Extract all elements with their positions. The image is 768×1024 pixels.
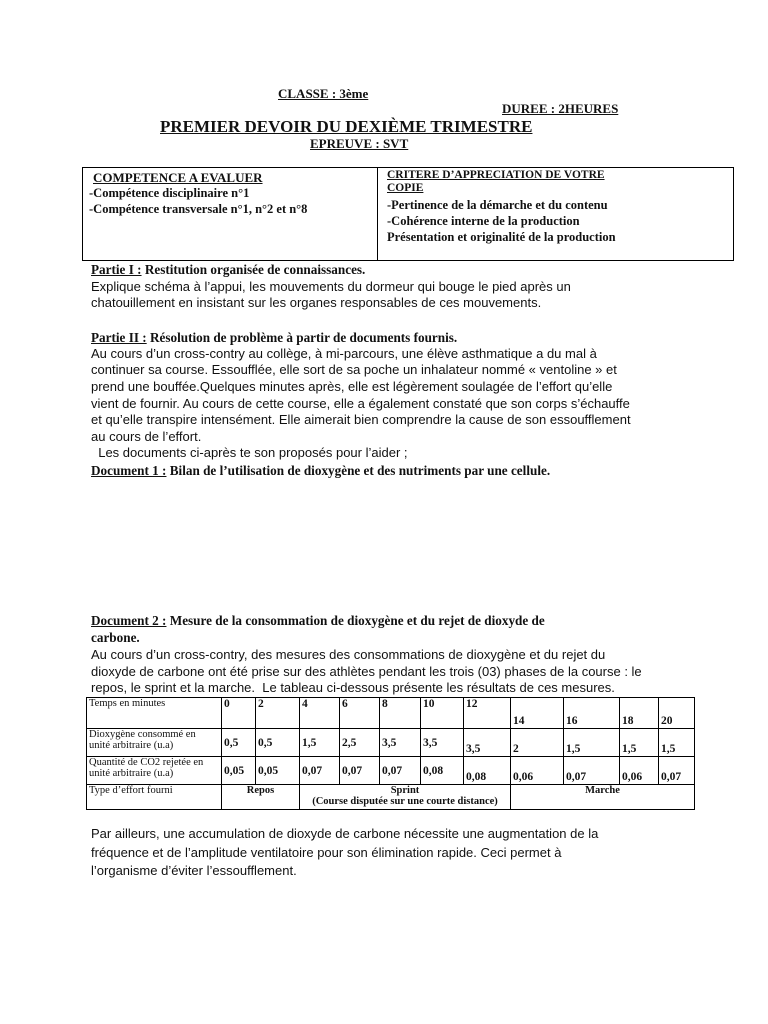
document2-title-2: carbone. [91, 630, 140, 645]
measurements-table [86, 697, 695, 810]
critere-heading-1: CRITERE D’APPRECIATION DE VOTRE [387, 169, 605, 181]
temps-cell: 12 [464, 698, 511, 729]
partie2-line-2: continuer sa course. Essoufflée, elle sort de sa poche un inhalateur nommé « ventoline » et [91, 362, 617, 377]
o2-cell: 0,5 [256, 729, 300, 757]
partie2-line-7: Les documents ci-après te son proposés pour l’aider ; [91, 445, 408, 460]
o2-cell: 1,5 [659, 729, 695, 757]
classe-text: CLASSE : 3ème [278, 86, 369, 101]
co2-cell: 0,06 [511, 757, 564, 785]
temps-cell: 16 [564, 698, 620, 729]
document2-line-3: repos, le sprint et la marche. Le tableau ci-dessous présente les résultats de ces mesures. [91, 680, 615, 695]
duree-text: DUREE : 2HEURES [502, 101, 619, 116]
critere-column [378, 168, 733, 260]
o2-cell: 0,5 [222, 729, 256, 757]
partie2-label: Partie II : [91, 330, 147, 345]
document2-label: Document 2 : [91, 613, 167, 628]
row-label-effort: Type d’effort fourni [87, 785, 222, 810]
effort-sprint-label: Sprint [390, 785, 420, 796]
co2-cell: 0,05 [222, 757, 256, 785]
page-title: PREMIER DEVOIR DU DEXIÈME TRIMESTRE [160, 117, 533, 136]
o2-cell: 1,5 [300, 729, 340, 757]
temps-cell: 20 [659, 698, 695, 729]
partie2-line-5: et qu’elle transpire intensément. Elle aimerait bien comprendre la cause de son essoufflement [91, 412, 631, 427]
duree-line [502, 101, 618, 117]
document2-title: Mesure de la consommation de dioxygène et du rejet de dioxyde de [169, 613, 545, 628]
o2-cell: 2 [511, 729, 564, 757]
o2-cell: 3,5 [421, 729, 464, 757]
partie2-line-4: vient de fournir. Au cours de cette course, elle a également constaté que son corps s’échauffe [91, 396, 630, 411]
document2-line-2: dioxyde de carbone ont été prise sur des athlètes pendant les trois (03) phases de la course : le [91, 664, 642, 679]
competence-heading: COMPETENCE A EVALUER [93, 170, 263, 185]
co2-cell: 0,07 [659, 757, 695, 785]
competence-column [83, 168, 378, 260]
document2-line-1: Au cours d’un cross-contry, des mesures des consommations de dioxygène et du rejet du [91, 647, 606, 662]
effort-repos: Repos [222, 785, 300, 810]
table-row-effort [87, 785, 695, 810]
temps-cell: 10 [421, 698, 464, 729]
o2-cell: 1,5 [620, 729, 659, 757]
partie1-line-1: Explique schéma à l’appui, les mouvements du dormeur qui bouge le pied après un [91, 279, 571, 294]
document2-heading [91, 613, 545, 630]
row-label-temps: Temps en minutes [87, 698, 222, 729]
partie1-title: Restitution organisée de connaissances. [144, 262, 366, 277]
partie2-line-1: Au cours d’un cross-contry au collège, à mi-parcours, une élève asthmatique a du mal à [91, 346, 597, 361]
co2-cell: 0,08 [464, 757, 511, 785]
temps-cell: 8 [380, 698, 421, 729]
temps-cell: 18 [620, 698, 659, 729]
o2-cell: 3,5 [464, 729, 511, 757]
table-row-o2 [87, 729, 695, 757]
classe-line [278, 86, 368, 102]
critere-line-1: -Pertinence de la démarche et du contenu [387, 198, 608, 212]
co2-cell: 0,08 [421, 757, 464, 785]
partie2-line-3: prend une bouffée.Quelques minutes après, elle est légèrement soulagée de l’effort qu’elle [91, 379, 613, 394]
critere-line-3: Présentation et originalité de la production [387, 230, 616, 244]
table-row-co2 [87, 757, 695, 785]
co2-cell: 0,07 [564, 757, 620, 785]
co2-cell: 0,05 [256, 757, 300, 785]
row-label-co2: Quantité de CO2 rejetée en unité arbitraire (u.a) [87, 757, 222, 785]
epreuve-line: EPREUVE : SVT [310, 136, 409, 151]
conclusion-line-3: l’organisme d’éviter l’essoufflement. [91, 863, 297, 878]
competence-line-1: -Compétence disciplinaire n°1 [89, 186, 250, 200]
competences-box [82, 167, 734, 261]
co2-cell: 0,07 [340, 757, 380, 785]
partie2-title: Résolution de problème à partir de documents fournis. [149, 330, 458, 345]
document1-title: Bilan de l’utilisation de dioxygène et des nutriments par une cellule. [169, 463, 551, 478]
partie1-line-2: chatouillement en insistant sur les organes responsables de ces mouvements. [91, 295, 542, 310]
co2-cell: 0,07 [300, 757, 340, 785]
row-label-o2: Dioxygène consommé en unité arbitraire (u.a) [87, 729, 222, 757]
partie2-line-6: au cours de l’effort. [91, 429, 202, 444]
effort-sprint [300, 785, 511, 810]
table-row-temps [87, 698, 695, 729]
o2-cell: 2,5 [340, 729, 380, 757]
partie1-heading [91, 262, 365, 279]
competence-line-2: -Compétence transversale n°1, n°2 et n°8 [89, 202, 308, 216]
temps-cell: 4 [300, 698, 340, 729]
effort-marche: Marche [511, 785, 695, 810]
conclusion-line-2: fréquence et de l’amplitude ventilatoire pour son élimination rapide. Ceci permet à [91, 845, 562, 860]
co2-cell: 0,07 [380, 757, 421, 785]
conclusion-line-1: Par ailleurs, une accumulation de dioxyde de carbone nécessite une augmentation de la [91, 826, 599, 841]
temps-cell: 14 [511, 698, 564, 729]
temps-cell: 6 [340, 698, 380, 729]
temps-cell: 0 [222, 698, 256, 729]
document1-label: Document 1 : [91, 463, 167, 478]
co2-cell: 0,06 [620, 757, 659, 785]
critere-line-2: -Cohérence interne de la production [387, 214, 580, 228]
o2-cell: 1,5 [564, 729, 620, 757]
document1-heading [91, 463, 550, 480]
partie1-label: Partie I : [91, 262, 142, 277]
critere-heading-2: COPIE [387, 182, 424, 194]
o2-cell: 3,5 [380, 729, 421, 757]
partie2-heading [91, 330, 457, 347]
temps-cell: 2 [256, 698, 300, 729]
effort-sprint-desc: (Course disputée sur une courte distance) [312, 796, 498, 807]
